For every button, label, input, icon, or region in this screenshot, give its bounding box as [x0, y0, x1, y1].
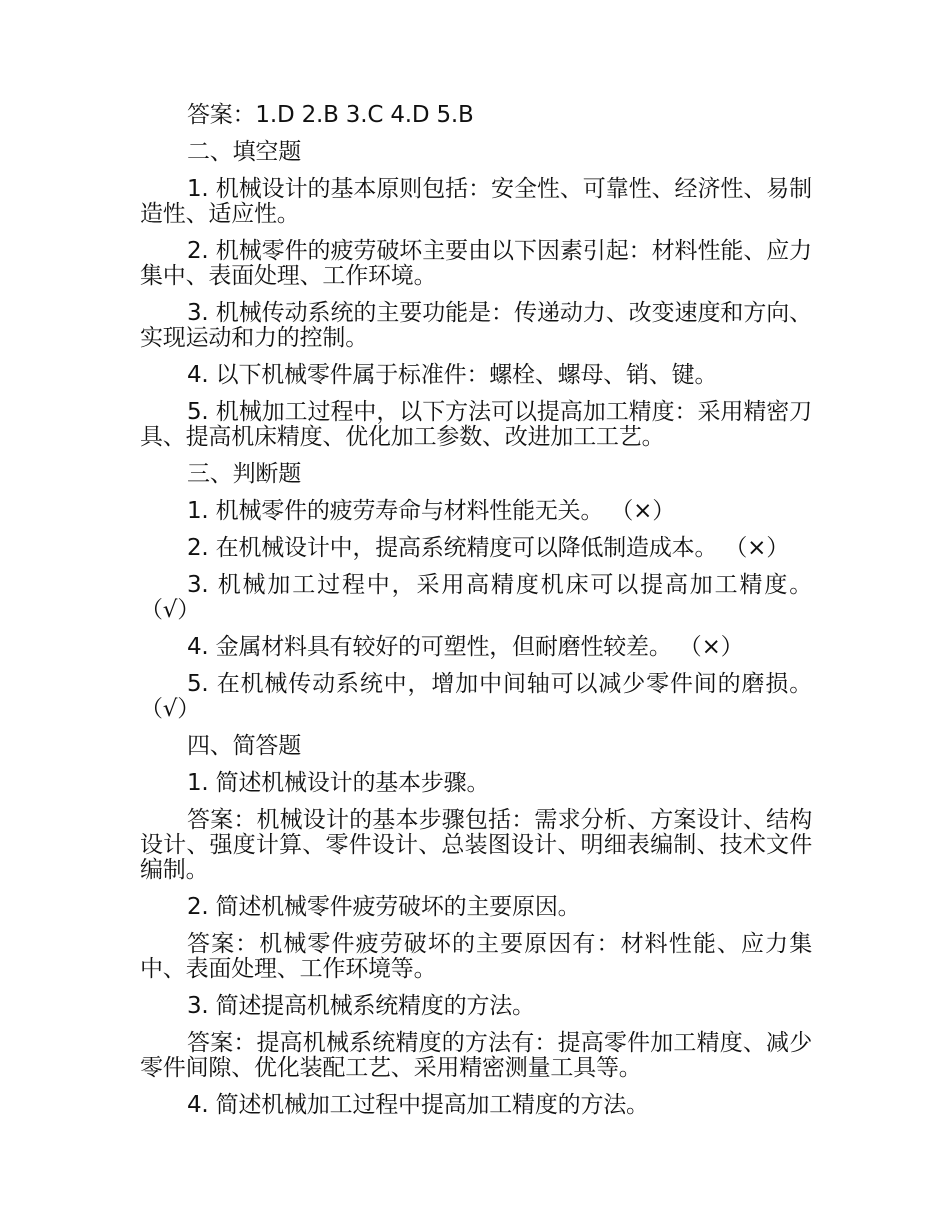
fill-in-item-4: 4. 以下机械零件属于标准件：螺栓、螺母、销、键。 — [187, 362, 718, 388]
section-heading-short-answer: 四、简答题 — [187, 733, 302, 759]
section-heading-fill-in: 二、填空题 — [187, 139, 302, 165]
fill-in-item-1: 1. 机械设计的基本原则包括：安全性、可靠性、经济性、易制造性、适应性。 — [140, 176, 812, 227]
short-answer-answer-3: 答案：提高机械系统精度的方法有：提高零件加工精度、减少零件间隙、优化装配工艺、采用精密测量工具等。 — [140, 1030, 812, 1081]
document-page — [140, 103, 812, 1130]
true-false-item-4: 4. 金属材料具有较好的可塑性，但耐磨性较差。 （×） — [187, 634, 744, 660]
short-answer-question-1: 1. 简述机械设计的基本步骤。 — [187, 770, 490, 796]
true-false-item-2: 2. 在机械设计中，提高系统精度可以降低制造成本。 （×） — [187, 535, 790, 561]
section-heading-true-false: 三、判断题 — [187, 461, 302, 487]
fill-in-item-2: 2. 机械零件的疲劳破坏主要由以下因素引起：材料性能、应力集中、表面处理、工作环境。 — [140, 238, 812, 289]
true-false-item-3: 3. 机械加工过程中，采用高精度机床可以提高加工精度。 （√） — [140, 572, 812, 623]
short-answer-question-2: 2. 简述机械零件疲劳破坏的主要原因。 — [187, 894, 581, 920]
true-false-item-5: 5. 在机械传动系统中，增加中间轴可以减少零件间的磨损。 （√） — [140, 671, 812, 722]
fill-in-item-5: 5. 机械加工过程中，以下方法可以提高加工精度：采用精密刀具、提高机床精度、优化加工参数、改进加工工艺。 — [140, 399, 812, 450]
fill-in-item-3: 3. 机械传动系统的主要功能是：传递动力、改变速度和方向、实现运动和力的控制。 — [140, 300, 812, 351]
short-answer-question-3: 3. 简述提高机械系统精度的方法。 — [187, 993, 535, 1019]
answer-key-line: 答案：1.D 2.B 3.C 4.D 5.B — [187, 102, 474, 128]
short-answer-answer-2: 答案：机械零件疲劳破坏的主要原因有：材料性能、应力集中、表面处理、工作环境等。 — [140, 931, 812, 982]
true-false-item-1: 1. 机械零件的疲劳寿命与材料性能无关。 （×） — [187, 498, 676, 524]
short-answer-question-4: 4. 简述机械加工过程中提高加工精度的方法。 — [187, 1092, 649, 1118]
short-answer-answer-1: 答案：机械设计的基本步骤包括：需求分析、方案设计、结构设计、强度计算、零件设计、总装图设计、明细表编制、技术文件编制。 — [140, 807, 812, 883]
